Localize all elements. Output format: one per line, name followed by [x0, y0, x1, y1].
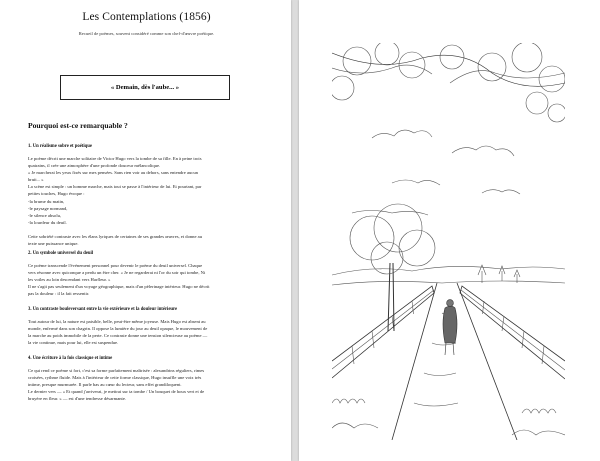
section-3-line: monde, enfermé dans son chagrin. Il oppose la lumière du jour au deuil opaque, le mouvement de	[28, 326, 208, 332]
section-1-line: petites touches, Hugo évoque :	[28, 191, 85, 197]
main-heading: Pourquoi est-ce remarquable ?	[28, 121, 128, 130]
section-2-line: pas la douleur : il la fait ressentir.	[28, 291, 90, 297]
section-4-line: bruyère en fleur. » — est d'une tendresse désarmante.	[28, 396, 127, 402]
section-3-line: Tout autour de lui, la nature est paisible, belle, peut-être même joyeuse. Mais Hugo est absent au	[28, 319, 206, 324]
right-page	[299, 0, 600, 461]
section-1-line	[28, 226, 265, 233]
section-1-line: Cette sobriété contraste avec les élans lyriques de certaines de ses grandes œuvres, et donne au	[28, 233, 202, 239]
section-2-line: Ce poème transcende l'événement personnel pour devenir le poème du deuil universel. Chaque	[28, 263, 203, 268]
section-1-line: texte une puissance unique.	[28, 241, 79, 247]
section-1-line: « Je marcherai les yeux fixés sur mes pensées. Sans rien voir au dehors, sans entendre aucun	[28, 170, 198, 176]
section-4-line: Ce qui rend ce poème si fort, c'est sa forme parfaitement maîtrisée : alexandrins réguliers, rimes	[28, 368, 205, 373]
section-4-body	[28, 367, 265, 402]
section-3-body	[28, 318, 265, 346]
section-1-heading: 1. Un réalisme sobre et poétique	[28, 144, 92, 149]
section-2-line: vers résonne avec quiconque a perdu un être cher. « Je ne regarderai ni l'or du soir qui tombe, Ni	[28, 270, 206, 276]
section-4-heading: 4. Une écriture à la fois classique et intime	[28, 356, 113, 361]
section-2-line: les voiles au loin descendant vers Harfleur. »	[28, 277, 111, 283]
section-1-line: La scène est simple : un homme marche, mais tout se passe à l'intérieur de lui. Et pourtant, par	[28, 184, 202, 190]
section-1-line: Le poème décrit une marche solitaire de Victor Hugo vers la tombe de sa fille. En à peine trois	[28, 156, 202, 161]
poem-title: « Demain, dès l'aube... »	[110, 84, 180, 91]
section-1-line: -le paysage normand,	[28, 205, 68, 211]
line-art-path-between-stone-walls-icon	[332, 43, 565, 440]
section-1-line: quatrains, il crée une atmosphère d'une profonde douceur mélancolique.	[28, 163, 161, 169]
section-2-body	[28, 262, 265, 297]
section-2-line: Il ne s'agit pas seulement d'un voyage géographique, mais d'un pèlerinage intérieur. Hugo ne décrit	[28, 284, 210, 290]
section-1-body	[28, 155, 265, 247]
section-3-line: la vie continue, mais pour lui, elle est suspendue.	[28, 340, 119, 346]
section-1-line: -la brume du matin,	[28, 198, 65, 204]
poem-title-box	[60, 75, 230, 100]
section-3-heading: 3. Un contraste bouleversant entre la vie extérieure et la douleur intérieure	[28, 307, 178, 312]
section-1-line: bruit... »	[28, 177, 44, 183]
section-2-heading: 2. Un symbole universel du deuil	[28, 251, 94, 256]
section-1-line: -le silence absolu,	[28, 212, 62, 218]
section-1-line: -la lourdeur du deuil.	[28, 219, 67, 225]
page-title: Les Contemplations (1856)	[82, 11, 211, 23]
section-4-line: Le dernier vers — « Et quand j'arriverai, je mettrai sur ta tombe / Un bouquet de houx vert et de	[28, 389, 205, 395]
section-4-line: intime, presque murmurée. Il parle bas au cœur du lecteur, sans effet grandiloquent.	[28, 382, 182, 388]
illustration	[332, 43, 565, 440]
section-3-line: la marche au poids immobile de la perte. Ce contraste donne une tension silencieuse au poème —	[28, 333, 208, 339]
section-4-line: croisées, rythme fluide. Mais à l'intérieur de cette forme classique, Hugo insuffle une voix très	[28, 375, 202, 381]
page-subtitle: Recueil de poèmes, souvent considéré comme son chef-d'œuvre poétique.	[78, 31, 215, 36]
left-page	[0, 0, 291, 461]
